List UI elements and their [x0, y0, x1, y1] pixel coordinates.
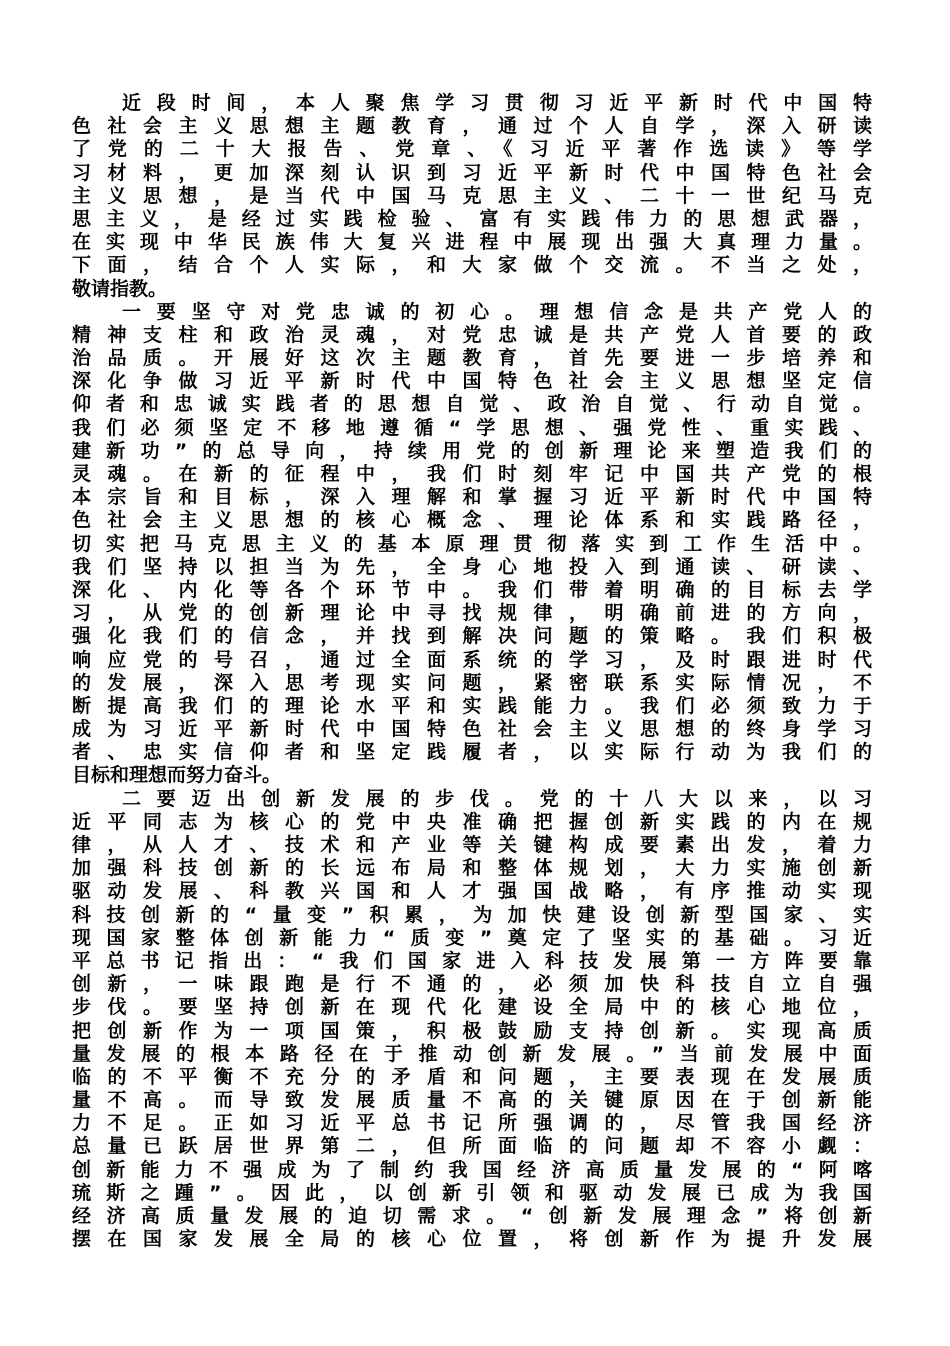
text-line: 经济高质量发展的迫切需求。“创新发展理念”将创新	[72, 1205, 872, 1227]
text-line: 思主义，是经过实践检验、富有实践伟力的思想武器，	[72, 207, 872, 230]
text-line: 切实把马克思主义的基本原理贯彻落实到工作生活中。	[72, 532, 872, 555]
text-line: 深化争做习近平新时代中国特色社会主义思想坚定信	[72, 370, 872, 393]
text-line: 主义思想，是当代中国马克思主义、二十一世纪马克	[72, 184, 872, 207]
text-line: 平总书记指出：“我们国家进入科技发展第一方阵要靠	[72, 949, 872, 972]
text-line: 创新，一味跟跑是行不通的，必须加快科技自立自强	[72, 973, 872, 996]
text-line: 琉斯之踵”。因此，以创新引领和驱动发展已成为我国	[72, 1181, 872, 1204]
document-body	[72, 92, 872, 1251]
text-line: 精神支柱和政治灵魂，对党忠诚是共产党人首要的政	[72, 323, 872, 346]
text-line: 成为习近平新时代中国特色社会主义思想的终身学习	[72, 718, 872, 741]
text-line: 响应党的号召，通过全面系统的学习，及时跟进时代	[72, 648, 872, 671]
text-line: 本宗旨和目标，深入理解和掌握习近平新时代中国特	[72, 486, 872, 509]
text-line: 摆在国家发展全局的核心位置，将创新作为提升发展	[72, 1228, 872, 1251]
text-line: 律，从人才、技术和产业等关键构成要素出发，着力	[72, 834, 872, 856]
text-line: 敬请指教。	[72, 277, 168, 300]
text-line: 强化我们的信念，并找到解决问题的策略。我们积极	[72, 625, 872, 648]
text-line: 下面，结合个人实际，和大家做个交流。不当之处，	[72, 254, 872, 277]
text-line: 创新能力不强成为了制约我国经济高质量发展的“阿喀	[72, 1158, 872, 1181]
text-line: 习材料，更加深刻认识到习近平新时代中国特色社会	[72, 161, 872, 184]
text-line: 断提高我们的理论水平和实践能力。我们必须致力于	[72, 694, 872, 717]
text-line: 一要坚守对党忠诚的初心。理想信念是共产党人的	[122, 300, 872, 323]
text-line: 量发展的根本路径在于推动创新发展。”当前发展中面	[72, 1042, 872, 1065]
text-line: 建新功”的总导向，持续用党的创新理论来塑造我们的	[72, 439, 872, 462]
text-line: 现国家整体创新能力“质变”奠定了坚实的基础。习近	[72, 926, 872, 949]
text-line: 仰者和忠诚实践者的思想自觉、政治自觉、行动自觉。	[72, 393, 872, 416]
text-line: 力不足。正如习近平总书记所强调的，尽管我国经济	[72, 1112, 872, 1135]
text-line: 的发展，深入思考现实问题，紧密联系实际情况，不	[72, 671, 872, 694]
text-line: 科技创新的“量变”积累，为加快建设创新型国家、实	[72, 903, 872, 926]
text-line: 治品质。开展好这次主题教育，首先要进一步培养和	[72, 347, 872, 370]
text-line: 深化、内化等各个环节中。我们带着明确的目标去学	[72, 578, 872, 601]
text-line: 临的不平衡不充分的矛盾和问题，主要表现在发展质	[72, 1065, 872, 1088]
text-line: 我们坚持以担当为先，全身心地投入到通读、研读、	[72, 555, 872, 578]
text-line: 者、忠实信仰者和坚定践履者，以实际行动为我们的	[72, 741, 872, 764]
text-line: 色社会主义思想的核心概念、理论体系和实践路径，	[72, 509, 872, 532]
text-line: 把创新作为一项国策，积极鼓励支持创新。实现高质	[72, 1019, 872, 1042]
text-line: 了党的二十大报告、党章、《习近平著作选读》等学	[72, 138, 872, 161]
text-line: 驱动发展、科教兴国和人才强国战略，有序推动实现	[72, 880, 872, 903]
text-line: 总量已跃居世界第二，但所面临的问题却不容小觑：	[72, 1135, 872, 1158]
text-line: 近段时间，本人聚焦学习贯彻习近平新时代中国特	[122, 92, 872, 114]
text-line: 二要迈出创新发展的步伐。党的十八大以来，以习	[122, 787, 872, 810]
text-line: 加强科技创新的长远布局和整体规划，大力实施创新	[72, 857, 872, 880]
text-line: 量不高。而导致发展质量不高的关键原因在于创新能	[72, 1089, 872, 1112]
text-line: 我们必须坚定不移地遵循“学思想、强党性、重实践、	[72, 416, 872, 439]
text-line: 灵魂。在新的征程中，我们时刻牢记中国共产党的根	[72, 463, 872, 485]
text-line: 在实现中华民族伟大复兴进程中展现出强大真理力量。	[72, 231, 872, 254]
text-line: 步伐。要坚持创新在现代化建设全局中的核心地位，	[72, 996, 872, 1019]
text-line: 习，从党的创新理论中寻找规律，明确前进的方向，	[72, 602, 872, 625]
text-line: 色社会主义思想主题教育，通过个人自学，深入研读	[72, 115, 872, 138]
text-line: 近平同志为核心的党中央准确把握创新实践的内在规	[72, 810, 872, 833]
text-line: 目标和理想而努力奋斗。	[72, 764, 282, 787]
